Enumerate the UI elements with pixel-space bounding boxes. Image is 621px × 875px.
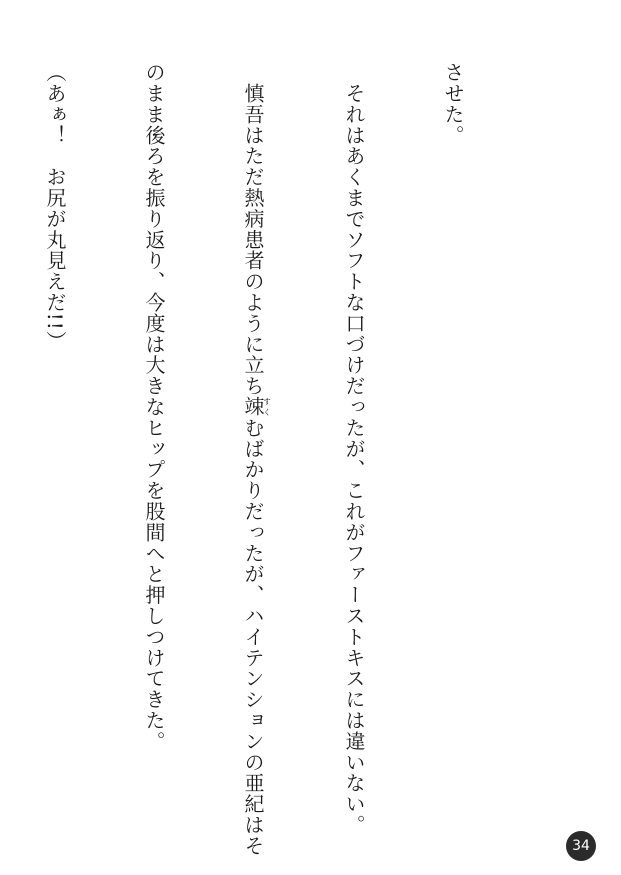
ruby-reading-sukumu: すく [262, 396, 272, 418]
vertical-text-body [0, 62, 535, 857]
page-number-badge: 34 [566, 831, 596, 861]
text-line-2: それはあくまでソフトな口づけだったが、これがファーストキスには違いない。 [342, 62, 366, 836]
ruby-sukumu: 竦すく [241, 396, 272, 418]
text-line-1: させた。 [441, 62, 465, 146]
text-line-5: （あぁ！ お尻が丸見えだ!!） [43, 62, 67, 352]
text-line-3: 慎吾はただ熱病患者のように立ち竦すくむばかりだったが、ハイテンションの亜紀はそ [241, 62, 272, 857]
text-line-4: のまま後ろを振り返り、今度は大きなヒップを股間へと押しつけてきた。 [142, 62, 166, 752]
